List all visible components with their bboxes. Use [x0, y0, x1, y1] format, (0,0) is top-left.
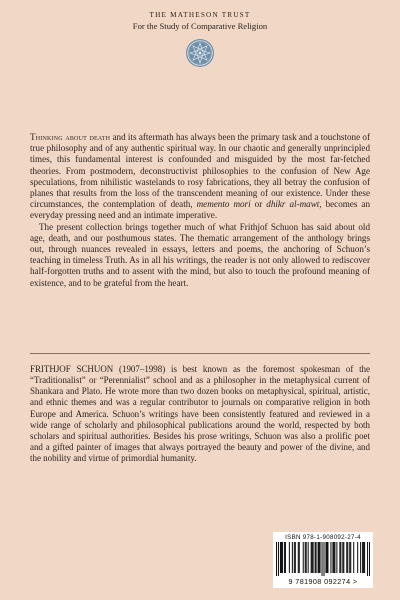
barcode-bar	[311, 542, 312, 573]
barcode-bar	[340, 542, 341, 573]
barcode-bar	[362, 542, 363, 573]
barcode-bar	[346, 542, 347, 573]
barcode-bar	[322, 542, 323, 576]
barcode-bar	[276, 542, 277, 576]
barcode-bar	[349, 542, 350, 573]
barcode-bar	[332, 542, 333, 573]
barcode-bar	[280, 542, 281, 573]
barcode-bar	[318, 542, 319, 573]
barcode-bar	[305, 542, 306, 573]
barcode-bar	[353, 542, 354, 573]
description-lead: Thinking about death	[30, 132, 111, 142]
description-paragraph-1	[30, 132, 370, 222]
barcode-bar	[294, 542, 295, 573]
barcode-bar	[320, 542, 321, 573]
barcode-bar	[285, 542, 286, 573]
isbn-barcode-box	[273, 532, 373, 588]
barcode-bar	[303, 542, 304, 573]
barcode-bar	[336, 542, 337, 573]
barcode-image	[276, 542, 370, 576]
barcode-bar	[298, 542, 299, 573]
term-memento-mori: memento mori	[196, 199, 251, 210]
barcode-bar	[292, 542, 293, 573]
barcode-bar	[284, 542, 285, 573]
barcode-bar	[325, 542, 326, 573]
barcode-bar	[360, 542, 361, 573]
barcode-bar	[347, 542, 348, 573]
description-text-3: , becomes an everyday pressing need and an intimate imperative.	[30, 199, 371, 221]
barcode-bar	[326, 542, 327, 573]
barcode-bar	[281, 542, 282, 573]
barcode-bar	[315, 542, 316, 573]
barcode-bar	[364, 542, 365, 573]
author-biography	[30, 364, 370, 464]
publisher-header	[0, 10, 400, 68]
barcode-bar	[319, 542, 320, 573]
biography-text: (1907–1998) is best known as the foremost spokesman of the “Traditionalist” or “Perennialist” school and as a philosopher in the metaphysical current of Shankara and Plato. He wrote more than two dozen books on metaphysical, spiritual, artistic, and ethnic themes and was a regular contributor to journals on comparative religion in both Europe and America. Schuon’s writings have been consistently featured and reviewed in a wide range of scholarly and philosophical publications around the world, respected by both scholars and spiritual authorities. Besides his prose writings, Schuon was also a prolific poet and a gifted painter of images that always portrayed the beauty and power of the divine, and the nobility and virtue of primordial humanity.	[30, 364, 370, 464]
section-divider	[30, 353, 370, 354]
barcode-bar	[327, 542, 328, 573]
barcode-bar	[289, 542, 290, 573]
barcode-bar	[316, 542, 317, 573]
barcode-bar	[369, 542, 370, 576]
barcode-bar	[278, 542, 279, 576]
barcode-bar	[299, 542, 300, 573]
barcode-bar	[308, 542, 309, 573]
description-text-1: and its aftermath has always been the primary task and a touchstone of true philosophy and of any authentic spiritual way. In our chaotic and generally unprincipled times, this fundamental interest is confounded and misguided by the most far-fetched theories. From postmodern, deconstructivist philosophies to the confusion of New Age speculations, from nihilistic wastelands to rosy fabrications, they all betray the confusion of planes that results from the loss of the transcendent meaning of our existence. Under these circumstances, the contemplation of death,	[30, 132, 370, 210]
barcode-bar	[343, 542, 344, 573]
isbn-label: ISBN 978-1-908092-27-4	[285, 534, 361, 541]
barcode-bar	[313, 542, 314, 573]
book-description	[30, 132, 370, 289]
barcode-bar	[357, 542, 358, 573]
barcode-digits: 9 781908 092274 >	[288, 577, 358, 586]
barcode-bar	[330, 542, 331, 573]
description-paragraph-2: The present collection brings together much of what Frithjof Schuon has said about old age, death, and our posthumous states. The thematic arrangement of the anthology brings out, through nuances revealed in essays, letters and poems, the anchoring of Schuon’s teaching in timeless Truth. As in all his writings, the reader is not only allowed to rediscover half-forgotten truths and to assent with the mind, but also to touch the profound meaning of existence, and to be grateful from the heart.	[30, 221, 370, 288]
barcode-bar	[282, 542, 283, 573]
term-dhikr-al-mawt: dhikr al-mawt	[266, 199, 320, 210]
barcode-bar	[339, 542, 340, 573]
barcode-bar	[312, 542, 313, 573]
barcode-bar	[342, 542, 343, 573]
barcode-bar	[323, 542, 324, 576]
barcode-bar	[334, 542, 335, 573]
publisher-subtitle: For the Study of Comparative Religion	[132, 21, 268, 31]
barcode-bar	[306, 542, 307, 573]
publisher-name: THE MATHESON TRUST	[149, 11, 251, 19]
trust-emblem-icon	[185, 38, 215, 68]
barcode-bar	[350, 542, 351, 573]
barcode-bar	[333, 542, 334, 573]
barcode-bar	[367, 542, 368, 576]
description-text-2: or	[250, 199, 267, 210]
biography-paragraph	[30, 364, 370, 464]
barcode-bar	[363, 542, 364, 573]
barcode-bar	[295, 542, 296, 573]
author-name: FRITHJOF SCHUON	[30, 364, 114, 374]
